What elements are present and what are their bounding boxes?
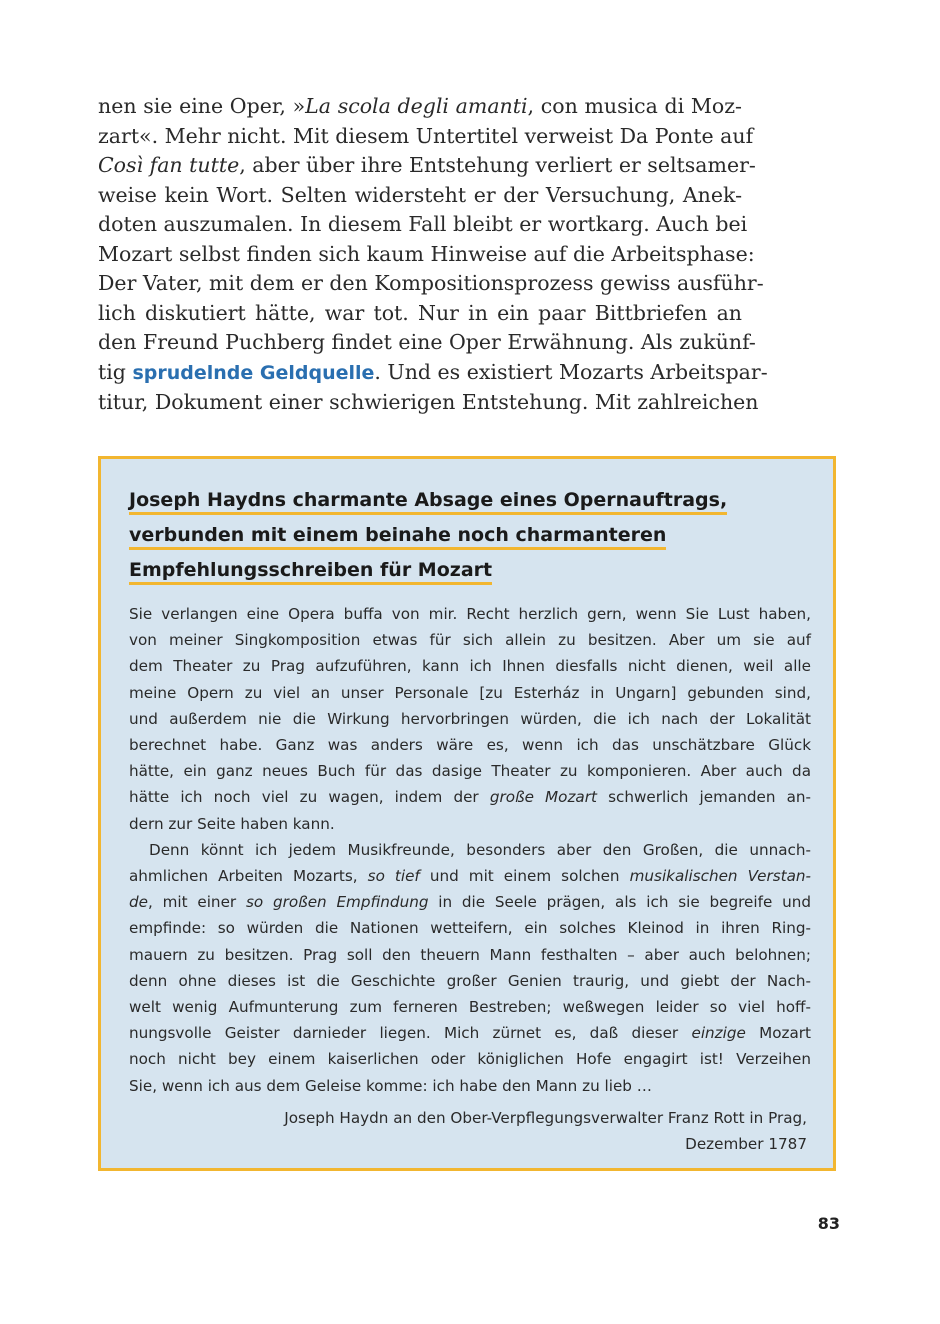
- box-title-line: Joseph Haydns charmante Absage eines Opernauftrags,: [129, 489, 727, 515]
- keyword-highlight: sprudelnde Geldquelle: [132, 361, 375, 384]
- quote-line: dem Theater zu Prag aufzuführen, kann ich Ihnen diesfalls nicht dienen, weil alle: [129, 657, 811, 676]
- quote-line: dern zur Seite haben kann.: [129, 814, 335, 833]
- quote-line: ahmlichen Arbeiten Mozarts, so tief und mit einem solchen musikalischen Verstan-: [129, 867, 811, 886]
- quote-line: Denn könnt ich jedem Musikfreunde, besonders aber den Großen, die unnach-: [149, 840, 811, 859]
- quote-line: und außerdem nie die Wirkung hervorbringen würden, die ich nach der Lokalität: [129, 709, 811, 728]
- quote-box: [98, 456, 836, 1171]
- quote-source-line: Joseph Haydn an den Ober-Verpflegungsverwalter Franz Rott in Prag,: [284, 1109, 807, 1127]
- body-line: Der Vater, mit dem er den Kompositionsprozess gewiss ausführ-: [98, 271, 764, 295]
- quote-line: Sie verlangen eine Opera buffa von mir. Recht herzlich gern, wenn Sie Lust haben,: [129, 605, 811, 623]
- body-line: den Freund Puchberg findet eine Oper Erwähnung. Als zukünf-: [98, 330, 756, 354]
- quote-line: nungsvolle Geister darnieder liegen. Mich zürnet es, daß dieser einzige Mozart: [129, 1024, 811, 1043]
- body-line: weise kein Wort. Selten widersteht er der Versuchung, Anek-: [98, 182, 742, 207]
- quote-line: hätte, ein ganz neues Buch für das dasige Theater zu komponieren. Aber auch da: [129, 762, 811, 781]
- quote-source-line: Dezember 1787: [685, 1135, 807, 1153]
- quote-line: welt wenig Aufmunterung zum ferneren Bestreben; weßwegen leider so viel hoff-: [129, 998, 811, 1017]
- quote-line: Sie, wenn ich aus dem Geleise komme: ich habe den Mann zu lieb …: [129, 1076, 652, 1095]
- box-title-line: verbunden mit einem beinahe noch charmanteren: [129, 524, 666, 550]
- quote-line: de, mit einer so großen Empfindung in die Seele prägen, als ich sie begreife und: [129, 893, 811, 912]
- quote-line: denn ohne dieses ist die Geschichte großer Genien traurig, und giebt der Nach-: [129, 971, 811, 990]
- body-line: titur, Dokument einer schwierigen Entstehung. Mit zahlreichen: [98, 390, 759, 414]
- body-line: Mozart selbst finden sich kaum Hinweise auf die Arbeitsphase:: [98, 241, 755, 266]
- quote-line: hätte ich noch viel zu wagen, indem der große Mozart schwerlich jemanden an-: [129, 788, 811, 807]
- quote-line: mauern zu besitzen. Prag soll den theuern Mann festhalten – aber auch belohnen;: [129, 945, 811, 964]
- body-line: Così fan tutte, aber über ihre Entstehung verliert er seltsamer-: [98, 153, 756, 177]
- quote-line: meine Opern zu viel an unser Personale [zu Esterház in Ungarn] gebunden sind,: [129, 683, 811, 702]
- body-text: [98, 92, 768, 418]
- box-title-line: Empfehlungsschreiben für Mozart: [129, 559, 492, 585]
- quote-line: empfinde: so würden die Nationen wetteifern, ein solches Kleinod in ihren Ring-: [129, 919, 811, 938]
- body-line: nen sie eine Oper, »La scola degli amanti, con musica di Moz-: [98, 94, 742, 118]
- body-line: lich diskutiert hätte, war tot. Nur in ein paar Bittbriefen an: [98, 300, 742, 325]
- body-line: tig sprudelnde Geldquelle. Und es existiert Mozarts Arbeitspar-: [98, 359, 768, 384]
- quote-line: berechnet habe. Ganz was anders wäre es, wenn ich das unschätzbare Glück: [129, 736, 811, 755]
- quote-source: [167, 1105, 807, 1157]
- body-line: zart«. Mehr nicht. Mit diesem Untertitel verweist Da Ponte auf: [98, 123, 754, 148]
- quote-text: [129, 601, 811, 1099]
- page-number: 83: [817, 1214, 840, 1233]
- quote-line: noch nicht bey einem kaiserlichen oder königlichen Hofe engagirt ist! Verzeihen: [129, 1050, 811, 1069]
- body-line: doten auszumalen. In diesem Fall bleibt er wortkarg. Auch bei: [98, 212, 748, 236]
- box-title: [129, 483, 789, 588]
- quote-line: von meiner Singkomposition etwas für sich allein zu besitzen. Aber um sie auf: [129, 631, 811, 650]
